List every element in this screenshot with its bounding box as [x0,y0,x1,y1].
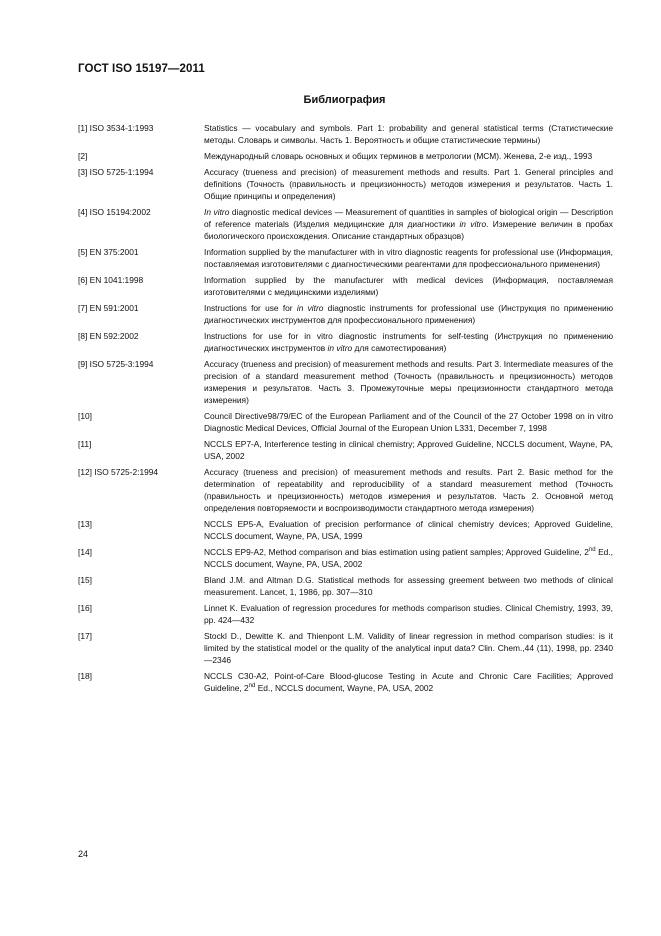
bib-text: NCCLS EP7-A, Interference testing in clinical chemistry; Approved Guideline, NCCLS document, Wayne, PA, USA, 2002 [204,439,613,461]
bib-ref: [18] [78,671,92,681]
document-header: ГОСТ ISO 15197—2011 [78,63,205,75]
bib-text: Information supplied by the manufacturer with medical devices (Информация, поставляемая изготовителями с медицинскими изделиями) [204,275,613,297]
bib-text: NCCLS C30-A2, Point-of-Care Blood-glucose Testing in Acute and Chronic Care Facilities; Approved Guideline, 2nd Ed., NCCLS document, Wayne, PA, USA, 2002 [204,671,613,693]
bib-ref: [9] ISO 5725-3:1994 [78,359,154,369]
bib-text: Statistics — vocabulary and symbols. Part 1: probability and general statistical terms (Статистические методы. Словарь и символы. Часть 1. Вероятность и общие статистические термины) [204,123,613,145]
bib-entry-18 [78,670,613,694]
bib-entry-12 [78,466,613,514]
bib-ref: [8] EN 592:2002 [78,331,139,341]
bib-text: Council Directive98/79/EC of the European Parliament and of the Council of the 27 October 1998 on in vitro Diagnostic Medical Devices, Official Journal of the European Union L331, December 7, 1998 [204,411,613,433]
bib-entry-13 [78,518,613,542]
bib-ref: [1] ISO 3534-1:1993 [78,123,154,133]
bib-text: Instructions for use for in vitro diagnostic instruments for professional use (Инструкция по применению диагностических инструментов для профессионального применения) [204,303,614,325]
bib-entry-10 [78,410,613,434]
bib-entry-6 [78,274,613,298]
bib-ref: [17] [78,631,92,641]
bib-text: Instructions for use for in vitro diagnostic instruments for self-testing (Инструкция по применению диагностических инструментов in vitro для самотестирования) [204,331,613,353]
bib-text: Bland J.M. and Altman D.G. Statistical methods for assessing greement between two methods of clinical measurement. Lancet, 1, 1986, pp. 307—310 [204,575,613,597]
bib-entry-14 [78,546,613,570]
bib-text: Accuracy (trueness and precision) of measurement methods and results. Part 2. Basic method for the determination of repeatability and reproducibility of a standard measurement method (Точность (правильность и прецизионность) методов измерения и результатов. Часть 2. Основной метод определения повторяемости и воспроизводимости стандартного метода измерения) [204,467,613,513]
bib-entry-17 [78,630,613,666]
bib-entry-1 [78,122,613,146]
bib-entry-9 [78,358,613,406]
bib-text: Международный словарь основных и общих терминов в метрологии (МСМ). Женева, 2-е изд., 1993 [204,151,593,161]
bib-ref: [15] [78,575,92,585]
bib-ref: [11] [78,439,92,449]
bib-ref: [4] ISO 15194:2002 [78,207,151,217]
bib-entry-3 [78,166,613,202]
page-number: 24 [78,849,89,859]
bib-entry-15 [78,574,613,598]
section-title: Библиография [303,94,386,106]
bib-ref: [3] ISO 5725-1:1994 [78,167,154,177]
bib-entry-5 [78,246,613,270]
bibliography-list [78,122,613,698]
bib-text: Stockl D., Dewitte K. and Thienpont L.M. Validity of linear regression in method comparison studies: is it limited by the statistical model or the quality of the analytical input data? Clin. Chem.,44 (11), 1998, pp. 2340—2346 [204,631,613,665]
bib-ref: [16] [78,603,92,613]
bib-entry-8 [78,330,613,354]
bib-text: Linnet K. Evaluation of regression procedures for methods comparison studies. Clinical Chemistry, 1993, 39, pp. 424—432 [204,603,613,625]
bib-ref: [10] [78,411,92,421]
bib-ref: [2] [78,151,88,161]
bib-ref: [14] [78,547,92,557]
bib-ref: [13] [78,519,92,529]
bib-entry-16 [78,602,613,626]
bib-text: In vitro diagnostic medical devices — Measurement of quantities in samples of biological origin — Description of reference materials (Изделия медицинские для диагностики in vitro. Измерение величин в пробах биологического происхождения. Описание стандартных образцов) [204,207,613,241]
bib-ref: [5] EN 375:2001 [78,247,139,257]
bib-text: Information supplied by the manufacturer with in vitro diagnostic reagents for professional use (Информация, поставляемая изготовителями с диагностическими реагентами для профессионального применения) [204,247,613,269]
bib-text: Accuracy (trueness and precision) of measurement methods and results. Part 1. General principles and definitions (Точность (правильность и прецизионность) методов измерения и результатов. Часть 1. Общие принципы и определения) [204,167,613,201]
bib-entry-11 [78,438,613,462]
bib-entry-7 [78,302,613,326]
bib-ref: [6] EN 1041:1998 [78,275,144,285]
bib-ref: [12] ISO 5725-2:1994 [78,467,159,477]
bib-text: NCCLS EP9-A2, Method comparison and bias estimation using patient samples; Approved Guideline, 2nd Ed., NCCLS document, Wayne, PA, USA, 2002 [204,547,613,569]
bib-entry-2 [78,150,613,162]
bib-text: NCCLS EP5-A, Evaluation of precision performance of clinical chemistry devices; Approved Guideline, NCCLS document, Wayne, PA, USA, 1999 [204,519,613,541]
bib-entry-4 [78,206,613,242]
bib-ref: [7] EN 591:2001 [78,303,139,313]
bib-text: Accuracy (trueness and precision) of measurement methods and results. Part 3. Intermediate measures of the precision of a standard measurement method (Точность (правильность и прецизионность) методов измерения и результатов. Часть 3. Промежуточные меры прецизионности стандартного метода измерения) [204,359,613,405]
